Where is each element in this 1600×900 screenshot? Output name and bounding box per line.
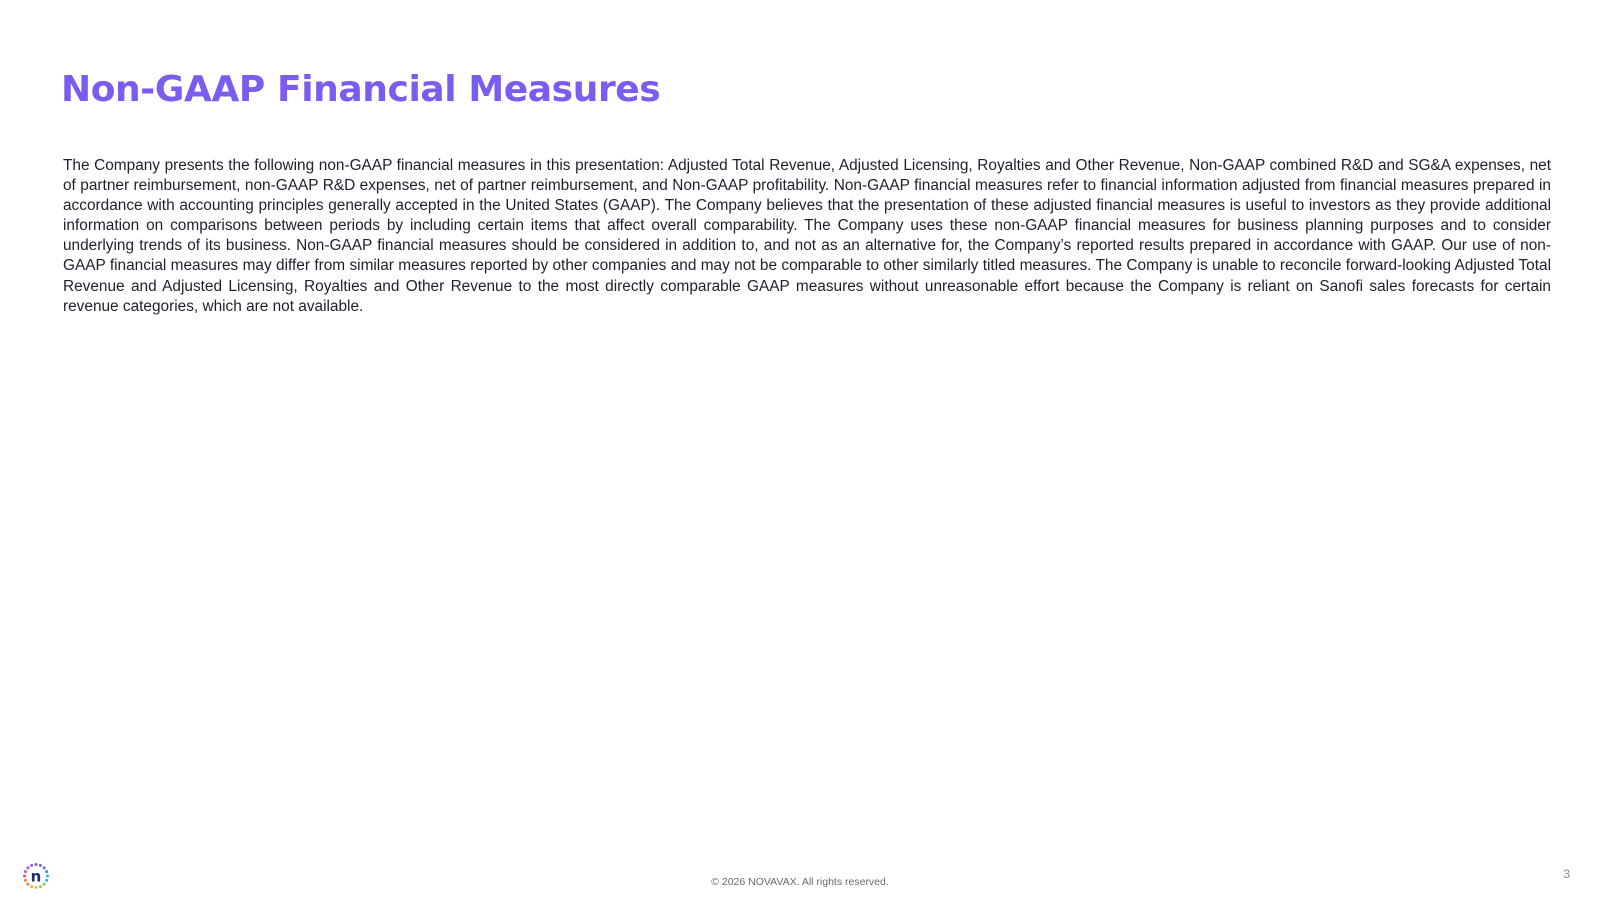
logo-dot <box>26 866 29 869</box>
logo-dot <box>43 866 46 869</box>
logo-dot <box>30 864 33 867</box>
page-number: 3 <box>1563 867 1570 881</box>
logo-letter: n <box>30 867 42 886</box>
logo-dot <box>24 870 27 873</box>
logo-dot <box>45 870 48 873</box>
page-title: Non-GAAP Financial Measures <box>61 69 661 110</box>
logo-dot <box>35 863 38 866</box>
copyright-footer: © 2026 NOVAVAX. All rights reserved. <box>711 876 889 888</box>
logo-dot <box>39 864 42 867</box>
body-paragraph: The Company presents the following non-GAAP financial measures in this presentation: Adjusted Total Revenue, Adjusted Licensing, Royalties and Other Revenue, Non-GAAP combined R&D and SG&A expenses, net of partner reimbursement, non-GAAP R&D expenses, net of partner reimbursement, and Non-GAAP profitability. Non-GAAP financial measures refer to financial information adjusted from financial measures prepared in accordance with accounting principles generally accepted in the United States (GAAP). The Company believes that the presentation of these adjusted financial measures is useful to investors as they provide additional information on comparisons between periods by including certain items that affect overall comparability. The Company uses these non-GAAP financial measures for business planning purposes and to consider underlying trends of its business. Non-GAAP financial measures should be considered in addition to, and not as an alternative for, the Company’s reported results prepared in accordance with GAAP. Our use of non-GAAP financial measures may differ from similar measures reported by other companies and may not be comparable to other similarly titled measures. The Company is unable to reconcile forward-looking Adjusted Total Revenue and Adjusted Licensing, Royalties and Other Revenue to the most directly comparable GAAP measures without unreasonable effort because the Company is reliant on Sanofi sales forecasts for certain revenue categories, which are not available. <box>63 157 1551 315</box>
